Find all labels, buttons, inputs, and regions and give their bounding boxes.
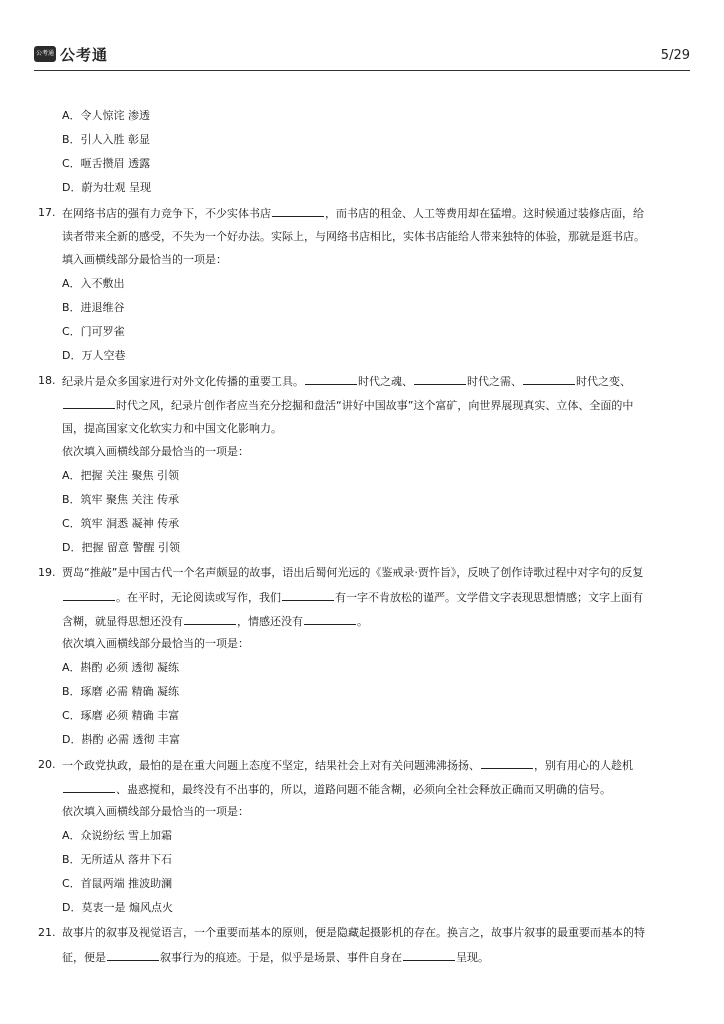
q17-number: 17. — [38, 206, 56, 219]
q19-option-c: C．琢磨 必须 精确 丰富 — [62, 709, 180, 722]
q17-stem-line1: 在网络书店的强有力竞争下，不少实体书店 ，而书店的租金、人工等费用却在猛增。这时候通过装修店面，给 — [62, 207, 644, 220]
q20-option-b: B．无所适从 落井下石 — [62, 853, 173, 866]
blank — [282, 590, 334, 601]
q18-number: 18. — [38, 374, 56, 387]
q16-option-a: A．令人惊诧 渗透 — [62, 109, 151, 122]
blank — [403, 950, 455, 961]
page-number: 5/29 — [660, 48, 690, 63]
q21-number: 21. — [38, 926, 56, 939]
blank — [481, 758, 533, 769]
q19-stem-line3: 含糊，就显得思想还没有 ，情感还没有 。 — [62, 615, 368, 628]
q17-option-a: A．入不敷出 — [62, 277, 125, 290]
q19-prompt: 依次填入画横线部分最恰当的一项是： — [62, 637, 249, 650]
blank — [272, 206, 324, 217]
q16-option-d: D．蔚为壮观 呈现 — [62, 181, 151, 194]
blank — [414, 374, 466, 385]
blank — [304, 614, 356, 625]
q19-stem-line2: 。在平时，无论阅读或写作，我们 有一字不肯放松的谨严。文学借文字表现思想情感；文字上面有 — [62, 590, 643, 605]
blank — [523, 374, 575, 385]
blank — [63, 782, 115, 793]
page-header — [34, 44, 690, 71]
brand-name: 公考通 — [60, 46, 109, 64]
q19-stem-line1: 贾岛“推敲”是中国古代一个名声颇显的故事，语出后蜀何光远的《鉴戒录·贾忤旨》，反映了创作诗歌过程中对字句的反复 — [62, 566, 644, 579]
q20-number: 20. — [38, 758, 56, 771]
q18-stem-line1: 纪录片是众多国家进行对外文化传播的重要工具。 时代之魂、 时代之需、 时代之变、 — [62, 375, 631, 388]
q18-stem-line3: 国，提高国家文化软实力和中国文化影响力。 — [62, 422, 282, 435]
q17-option-c: C．门可罗雀 — [62, 325, 125, 338]
q20-prompt: 依次填入画横线部分最恰当的一项是： — [62, 805, 249, 818]
q21-stem-line2: 征，便是 叙事行为的痕迹。于是，似乎是场景、事件自身在 呈现。 — [62, 951, 489, 964]
q20-stem-line1: 一个政党执政，最怕的是在重大问题上态度不坚定，结果社会上对有关问题沸沸扬扬、 ，别有用心的人趁机 — [62, 759, 633, 772]
q20-option-d: D．莫衷一是 煽风点火 — [62, 901, 173, 914]
q16-option-b: B．引人入胜 彰显 — [62, 133, 151, 146]
q17-option-b: B．进退维谷 — [62, 301, 125, 314]
q19-option-d: D．斟酌 必需 透彻 丰富 — [62, 733, 180, 746]
q16-option-c: C．咂舌攒眉 透露 — [62, 157, 151, 170]
blank — [184, 614, 236, 625]
q17-prompt: 填入画横线部分最恰当的一项是： — [62, 253, 227, 266]
q18-option-b: B．筑牢 聚焦 关注 传承 — [62, 493, 180, 506]
q17-option-d: D．万人空巷 — [62, 349, 126, 362]
q18-option-a: A．把握 关注 聚焦 引领 — [62, 469, 180, 482]
q18-stem-line2: 时代之风，纪录片创作者应当充分挖掘和盘活“讲好中国故事”这个富矿，向世界展现真实、立体、全面的中 — [62, 398, 633, 413]
q18-option-c: C．筑牢 洞悉 凝神 传承 — [62, 517, 180, 530]
blank — [63, 398, 115, 409]
q18-prompt: 依次填入画横线部分最恰当的一项是： — [62, 445, 249, 458]
blank — [107, 950, 159, 961]
blank — [63, 590, 115, 601]
q17-stem-line2: 读者带来全新的感受，不失为一个好办法。实际上，与网络书店相比，实体书店能给人带来独特的体验，那就是逛书店。 — [62, 230, 645, 243]
q20-option-a: A．众说纷纭 雪上加霜 — [62, 829, 173, 842]
q18-option-d: D．把握 留意 警醒 引领 — [62, 541, 180, 554]
q19-option-a: A．斟酌 必须 透彻 凝练 — [62, 661, 180, 674]
blank — [305, 374, 357, 385]
q20-stem-line2: 、蛊惑搅和，最终没有不出事的，所以，道路问题不能含糊，必须向全社会释放正确而又明确的信号。 — [62, 782, 611, 797]
q19-number: 19. — [38, 566, 56, 579]
q20-option-c: C．首鼠两端 推波助澜 — [62, 877, 173, 890]
q21-stem-line1: 故事片的叙事及视觉语言，一个重要而基本的原则，便是隐藏起摄影机的存在。换言之，故事片叙事的最重要而基本的特 — [62, 926, 645, 939]
brand-logo-icon: 公考通 — [34, 46, 56, 62]
q19-option-b: B．琢磨 必需 精确 凝练 — [62, 685, 180, 698]
